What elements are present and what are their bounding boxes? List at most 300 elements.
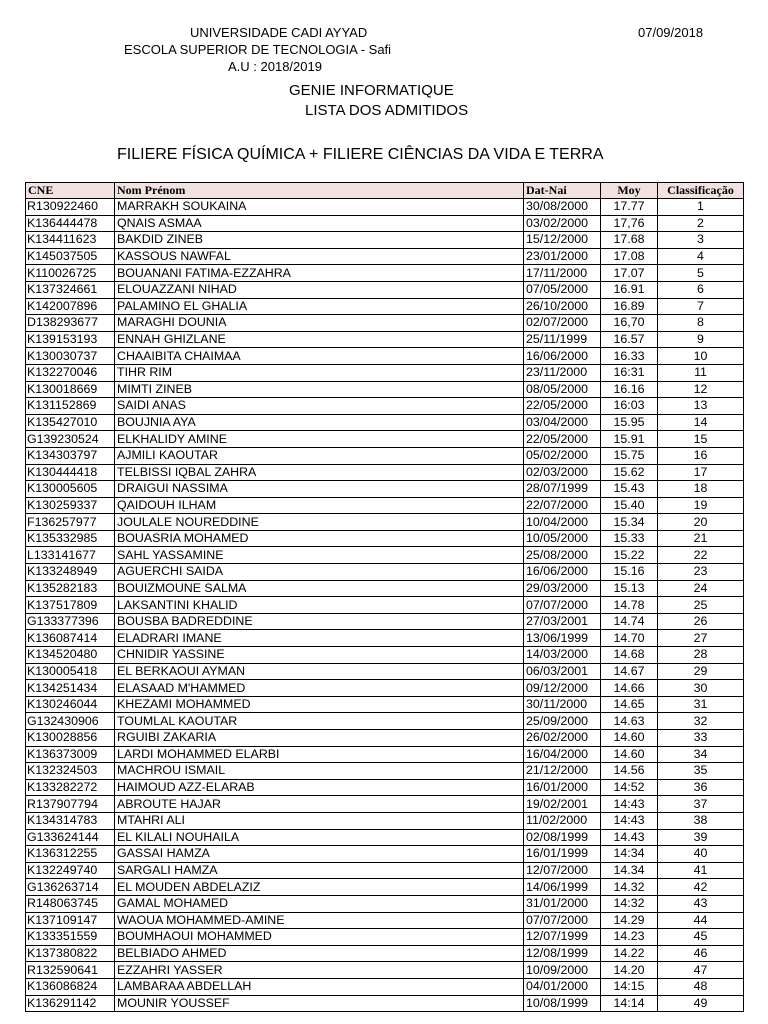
cne-cell: K130005605: [26, 481, 115, 498]
table-row: [26, 315, 744, 332]
birthdate-cell: 12/07/1999: [524, 929, 601, 946]
average-cell: 15.75: [601, 447, 658, 464]
cne-cell: K137324661: [26, 281, 115, 298]
table-row: [26, 481, 744, 498]
cne-cell: K133282272: [26, 779, 115, 796]
rank-cell: 12: [658, 381, 744, 398]
rank-cell: 24: [658, 580, 744, 597]
rank-cell: 38: [658, 812, 744, 829]
cne-cell: K132270046: [26, 364, 115, 381]
cne-cell: K137109147: [26, 912, 115, 929]
name-cell: BOUMHAOUI MOHAMMED: [115, 929, 524, 946]
cne-cell: K137517809: [26, 597, 115, 614]
birthdate-cell: 08/05/2000: [524, 381, 601, 398]
table-row: [26, 381, 744, 398]
rank-cell: 7: [658, 298, 744, 315]
table-row: [26, 630, 744, 647]
cne-cell: K136087414: [26, 630, 115, 647]
name-cell: KASSOUS NAWFAL: [115, 248, 524, 265]
cne-cell: G139230524: [26, 431, 115, 448]
table-row: [26, 779, 744, 796]
birthdate-cell: 03/02/2000: [524, 215, 601, 232]
average-cell: 14.68: [601, 647, 658, 664]
table-row: [26, 846, 744, 863]
cne-cell: K131152869: [26, 398, 115, 415]
table-row: [26, 199, 744, 216]
average-cell: 14.32: [601, 879, 658, 896]
average-cell: 16.16: [601, 381, 658, 398]
name-cell: ABROUTE HAJAR: [115, 796, 524, 813]
birthdate-cell: 03/04/2000: [524, 414, 601, 431]
average-cell: 16:03: [601, 398, 658, 415]
average-cell: 15.40: [601, 497, 658, 514]
column-header-name: Nom Prénom: [115, 183, 524, 199]
cne-cell: K142007896: [26, 298, 115, 315]
average-cell: 14.65: [601, 696, 658, 713]
column-header-birthdate: Dat-Nai: [524, 183, 601, 199]
average-cell: 14.34: [601, 862, 658, 879]
name-cell: EL KILALI NOUHAILA: [115, 829, 524, 846]
table-row: [26, 829, 744, 846]
birthdate-cell: 14/03/2000: [524, 647, 601, 664]
name-cell: MOUNIR YOUSSEF: [115, 995, 524, 1012]
rank-cell: 25: [658, 597, 744, 614]
table-row: [26, 713, 744, 730]
cne-cell: K136312255: [26, 846, 115, 863]
name-cell: ENNAH GHIZLANE: [115, 331, 524, 348]
average-cell: 15.62: [601, 464, 658, 481]
cne-cell: K130259337: [26, 497, 115, 514]
table-row: [26, 812, 744, 829]
name-cell: CHNIDIR YASSINE: [115, 647, 524, 664]
average-cell: 14.66: [601, 680, 658, 697]
birthdate-cell: 19/02/2001: [524, 796, 601, 813]
average-cell: 15.95: [601, 414, 658, 431]
rank-cell: 10: [658, 348, 744, 365]
cne-cell: K135282183: [26, 580, 115, 597]
rank-cell: 33: [658, 730, 744, 747]
name-cell: LAKSANTINI KHALID: [115, 597, 524, 614]
cne-cell: K137380822: [26, 945, 115, 962]
table-row: [26, 497, 744, 514]
birthdate-cell: 17/11/2000: [524, 265, 601, 282]
average-cell: 14.67: [601, 663, 658, 680]
birthdate-cell: 10/09/2000: [524, 962, 601, 979]
name-cell: MARAGHI DOUNIA: [115, 315, 524, 332]
document-date: 07/09/2018: [638, 25, 704, 40]
rank-cell: 42: [658, 879, 744, 896]
name-cell: EL BERKAOUI AYMAN: [115, 663, 524, 680]
table-row: [26, 298, 744, 315]
name-cell: PALAMINO EL GHALIA: [115, 298, 524, 315]
table-row: [26, 580, 744, 597]
average-cell: 15.22: [601, 547, 658, 564]
birthdate-cell: 14/06/1999: [524, 879, 601, 896]
cne-cell: K134411623: [26, 232, 115, 249]
cne-cell: K136086824: [26, 978, 115, 995]
rank-cell: 48: [658, 978, 744, 995]
cne-cell: L133141677: [26, 547, 115, 564]
name-cell: DRAIGUI NASSIMA: [115, 481, 524, 498]
rank-cell: 16: [658, 447, 744, 464]
birthdate-cell: 07/07/2000: [524, 912, 601, 929]
rank-cell: 8: [658, 315, 744, 332]
birthdate-cell: 16/04/2000: [524, 746, 601, 763]
birthdate-cell: 25/09/2000: [524, 713, 601, 730]
birthdate-cell: 22/05/2000: [524, 398, 601, 415]
name-cell: SAIDI ANAS: [115, 398, 524, 415]
name-cell: LARDI MOHAMMED ELARBI: [115, 746, 524, 763]
table-row: [26, 647, 744, 664]
rank-cell: 1: [658, 199, 744, 216]
cne-cell: K130246044: [26, 696, 115, 713]
birthdate-cell: 30/08/2000: [524, 199, 601, 216]
name-cell: GAMAL MOHAMED: [115, 895, 524, 912]
rank-cell: 15: [658, 431, 744, 448]
birthdate-cell: 12/07/2000: [524, 862, 601, 879]
department-title: GENIE INFORMATIQUE: [289, 82, 454, 99]
cne-cell: K130030737: [26, 348, 115, 365]
average-cell: 14.63: [601, 713, 658, 730]
cne-cell: R130922460: [26, 199, 115, 216]
rank-cell: 45: [658, 929, 744, 946]
birthdate-cell: 16/01/2000: [524, 779, 601, 796]
birthdate-cell: 10/05/2000: [524, 530, 601, 547]
rank-cell: 6: [658, 281, 744, 298]
birthdate-cell: 11/02/2000: [524, 812, 601, 829]
rank-cell: 11: [658, 364, 744, 381]
table-row: [26, 215, 744, 232]
name-cell: BAKDID ZINEB: [115, 232, 524, 249]
rank-cell: 39: [658, 829, 744, 846]
birthdate-cell: 25/08/2000: [524, 547, 601, 564]
table-row: [26, 730, 744, 747]
average-cell: 16.33: [601, 348, 658, 365]
cne-cell: G132430906: [26, 713, 115, 730]
table-row: [26, 895, 744, 912]
average-cell: 16,70: [601, 315, 658, 332]
cne-cell: K145037505: [26, 248, 115, 265]
rank-cell: 4: [658, 248, 744, 265]
cne-cell: D138293677: [26, 315, 115, 332]
rank-cell: 35: [658, 763, 744, 780]
birthdate-cell: 13/06/1999: [524, 630, 601, 647]
rank-cell: 27: [658, 630, 744, 647]
average-cell: 14:32: [601, 895, 658, 912]
rank-cell: 29: [658, 663, 744, 680]
table-row: [26, 447, 744, 464]
cne-cell: G133624144: [26, 829, 115, 846]
cne-cell: K130005418: [26, 663, 115, 680]
table-row: [26, 995, 744, 1012]
table-row: [26, 414, 744, 431]
average-cell: 15.33: [601, 530, 658, 547]
average-cell: 15.16: [601, 564, 658, 581]
column-header-average: Moy: [601, 183, 658, 199]
cne-cell: K135332985: [26, 530, 115, 547]
average-cell: 14.22: [601, 945, 658, 962]
table-row: [26, 945, 744, 962]
average-cell: 16.57: [601, 331, 658, 348]
name-cell: CHAAIBITA CHAIMAA: [115, 348, 524, 365]
average-cell: 14.70: [601, 630, 658, 647]
school-name: ESCOLA SUPERIOR DE TECNOLOGIA - Safi: [124, 42, 392, 57]
name-cell: BOUIZMOUNE SALMA: [115, 580, 524, 597]
name-cell: HAIMOUD AZZ-ELARAB: [115, 779, 524, 796]
table-row: [26, 879, 744, 896]
rank-cell: 23: [658, 564, 744, 581]
cne-cell: K136291142: [26, 995, 115, 1012]
name-cell: ELKHALIDY AMINE: [115, 431, 524, 448]
name-cell: QAIDOUH ILHAM: [115, 497, 524, 514]
average-cell: 14:43: [601, 796, 658, 813]
birthdate-cell: 05/02/2000: [524, 447, 601, 464]
name-cell: BELBIADO AHMED: [115, 945, 524, 962]
rank-cell: 49: [658, 995, 744, 1012]
rank-cell: 2: [658, 215, 744, 232]
name-cell: BOUASRIA MOHAMED: [115, 530, 524, 547]
rank-cell: 13: [658, 398, 744, 415]
birthdate-cell: 29/03/2000: [524, 580, 601, 597]
table-row: [26, 248, 744, 265]
birthdate-cell: 23/11/2000: [524, 364, 601, 381]
rank-cell: 41: [658, 862, 744, 879]
birthdate-cell: 30/11/2000: [524, 696, 601, 713]
name-cell: ELOUAZZANI NIHAD: [115, 281, 524, 298]
average-cell: 17.08: [601, 248, 658, 265]
rank-cell: 44: [658, 912, 744, 929]
name-cell: MTAHRI ALI: [115, 812, 524, 829]
table-row: [26, 547, 744, 564]
birthdate-cell: 10/08/1999: [524, 995, 601, 1012]
table-row: [26, 978, 744, 995]
name-cell: BOUSBA BADREDDINE: [115, 613, 524, 630]
average-cell: 14.78: [601, 597, 658, 614]
average-cell: 17.07: [601, 265, 658, 282]
average-cell: 15.34: [601, 514, 658, 531]
header-row: [26, 183, 744, 199]
birthdate-cell: 02/07/2000: [524, 315, 601, 332]
name-cell: WAOUA MOHAMMED-AMINE: [115, 912, 524, 929]
rank-cell: 47: [658, 962, 744, 979]
birthdate-cell: 26/10/2000: [524, 298, 601, 315]
rank-cell: 34: [658, 746, 744, 763]
column-header-cne: CNE: [26, 183, 115, 199]
average-cell: 17.77: [601, 199, 658, 216]
average-cell: 14:14: [601, 995, 658, 1012]
name-cell: BOUANANI FATIMA-EZZAHRA: [115, 265, 524, 282]
birthdate-cell: 26/02/2000: [524, 730, 601, 747]
rank-cell: 20: [658, 514, 744, 531]
name-cell: LAMBARAA ABDELLAH: [115, 978, 524, 995]
cne-cell: K134303797: [26, 447, 115, 464]
rank-cell: 19: [658, 497, 744, 514]
admitted-table: [25, 182, 744, 1012]
birthdate-cell: 21/12/2000: [524, 763, 601, 780]
average-cell: 14.60: [601, 730, 658, 747]
rank-cell: 26: [658, 613, 744, 630]
table-row: [26, 464, 744, 481]
table-row: [26, 680, 744, 697]
rank-cell: 5: [658, 265, 744, 282]
table-row: [26, 348, 744, 365]
table-row: [26, 796, 744, 813]
average-cell: 14.74: [601, 613, 658, 630]
cne-cell: K130018669: [26, 381, 115, 398]
birthdate-cell: 22/05/2000: [524, 431, 601, 448]
cne-cell: K130444418: [26, 464, 115, 481]
table-row: [26, 331, 744, 348]
rank-cell: 18: [658, 481, 744, 498]
rank-cell: 46: [658, 945, 744, 962]
average-cell: 15.13: [601, 580, 658, 597]
average-cell: 14:34: [601, 846, 658, 863]
rank-cell: 30: [658, 680, 744, 697]
average-cell: 16:31: [601, 364, 658, 381]
name-cell: BOUJNIA AYA: [115, 414, 524, 431]
column-header-rank: Classificação: [658, 183, 744, 199]
rank-cell: 37: [658, 796, 744, 813]
name-cell: EZZAHRI YASSER: [115, 962, 524, 979]
table-row: [26, 663, 744, 680]
rank-cell: 40: [658, 846, 744, 863]
table-row: [26, 514, 744, 531]
average-cell: 17,76: [601, 215, 658, 232]
rank-cell: 28: [658, 647, 744, 664]
cne-cell: R132590641: [26, 962, 115, 979]
name-cell: MARRAKH SOUKAINA: [115, 199, 524, 216]
table-body: [26, 199, 744, 1012]
table-row: [26, 364, 744, 381]
average-cell: 16.91: [601, 281, 658, 298]
name-cell: SARGALI HAMZA: [115, 862, 524, 879]
birthdate-cell: 09/12/2000: [524, 680, 601, 697]
cne-cell: K139153193: [26, 331, 115, 348]
birthdate-cell: 27/03/2001: [524, 613, 601, 630]
cne-cell: K134520480: [26, 647, 115, 664]
table-row: [26, 696, 744, 713]
name-cell: RGUIBI ZAKARIA: [115, 730, 524, 747]
cne-cell: K136373009: [26, 746, 115, 763]
average-cell: 16.89: [601, 298, 658, 315]
rank-cell: 31: [658, 696, 744, 713]
table-row: [26, 613, 744, 630]
rank-cell: 14: [658, 414, 744, 431]
average-cell: 14.23: [601, 929, 658, 946]
cne-cell: K110026725: [26, 265, 115, 282]
birthdate-cell: 16/06/2000: [524, 564, 601, 581]
birthdate-cell: 02/03/2000: [524, 464, 601, 481]
cne-cell: K133351559: [26, 929, 115, 946]
cne-cell: K134251434: [26, 680, 115, 697]
table-row: [26, 530, 744, 547]
birthdate-cell: 10/04/2000: [524, 514, 601, 531]
table-row: [26, 597, 744, 614]
birthdate-cell: 07/05/2000: [524, 281, 601, 298]
name-cell: ELASAAD M'HAMMED: [115, 680, 524, 697]
cne-cell: K136444478: [26, 215, 115, 232]
rank-cell: 17: [658, 464, 744, 481]
birthdate-cell: 16/01/1999: [524, 846, 601, 863]
average-cell: 15.43: [601, 481, 658, 498]
filiere-title: FILIERE FÍSICA QUÍMICA + FILIERE CIÊNCIAS DA VIDA E TERRA: [117, 146, 604, 163]
name-cell: MIMTI ZINEB: [115, 381, 524, 398]
cne-cell: K133248949: [26, 564, 115, 581]
average-cell: 14:15: [601, 978, 658, 995]
name-cell: AGUERCHI SAIDA: [115, 564, 524, 581]
table-row: [26, 398, 744, 415]
cne-cell: K132249740: [26, 862, 115, 879]
average-cell: 14.20: [601, 962, 658, 979]
name-cell: MACHROU ISMAIL: [115, 763, 524, 780]
table-row: [26, 431, 744, 448]
name-cell: QNAIS ASMAA: [115, 215, 524, 232]
average-cell: 14.60: [601, 746, 658, 763]
rank-cell: 22: [658, 547, 744, 564]
name-cell: EL MOUDEN ABDELAZIZ: [115, 879, 524, 896]
cne-cell: G133377396: [26, 613, 115, 630]
birthdate-cell: 04/01/2000: [524, 978, 601, 995]
table-row: [26, 962, 744, 979]
rank-cell: 32: [658, 713, 744, 730]
table-row: [26, 862, 744, 879]
university-name: UNIVERSIDADE CADI AYYAD: [190, 25, 368, 40]
birthdate-cell: 07/07/2000: [524, 597, 601, 614]
birthdate-cell: 12/08/1999: [524, 945, 601, 962]
average-cell: 14:52: [601, 779, 658, 796]
rank-cell: 21: [658, 530, 744, 547]
average-cell: 17.68: [601, 232, 658, 249]
average-cell: 14.56: [601, 763, 658, 780]
rank-cell: 3: [658, 232, 744, 249]
cne-cell: R148063745: [26, 895, 115, 912]
name-cell: TIHR RIM: [115, 364, 524, 381]
cne-cell: K134314783: [26, 812, 115, 829]
name-cell: JOULALE NOUREDDINE: [115, 514, 524, 531]
cne-cell: F136257977: [26, 514, 115, 531]
birthdate-cell: 06/03/2001: [524, 663, 601, 680]
birthdate-cell: 25/11/1999: [524, 331, 601, 348]
rank-cell: 9: [658, 331, 744, 348]
birthdate-cell: 15/12/2000: [524, 232, 601, 249]
table-row: [26, 912, 744, 929]
table-row: [26, 265, 744, 282]
table-row: [26, 232, 744, 249]
name-cell: AJMILI KAOUTAR: [115, 447, 524, 464]
birthdate-cell: 28/07/1999: [524, 481, 601, 498]
birthdate-cell: 02/08/1999: [524, 829, 601, 846]
cne-cell: R137907794: [26, 796, 115, 813]
rank-cell: 43: [658, 895, 744, 912]
name-cell: TELBISSI IQBAL ZAHRA: [115, 464, 524, 481]
name-cell: KHEZAMI MOHAMMED: [115, 696, 524, 713]
cne-cell: K135427010: [26, 414, 115, 431]
cne-cell: K130028856: [26, 730, 115, 747]
table-row: [26, 929, 744, 946]
average-cell: 15.91: [601, 431, 658, 448]
rank-cell: 36: [658, 779, 744, 796]
table-row: [26, 281, 744, 298]
birthdate-cell: 16/06/2000: [524, 348, 601, 365]
name-cell: GASSAI HAMZA: [115, 846, 524, 863]
birthdate-cell: 31/01/2000: [524, 895, 601, 912]
average-cell: 14:43: [601, 812, 658, 829]
name-cell: ELADRARI IMANE: [115, 630, 524, 647]
name-cell: TOUMLAL KAOUTAR: [115, 713, 524, 730]
table-row: [26, 746, 744, 763]
birthdate-cell: 23/01/2000: [524, 248, 601, 265]
name-cell: SAHL YASSAMINE: [115, 547, 524, 564]
